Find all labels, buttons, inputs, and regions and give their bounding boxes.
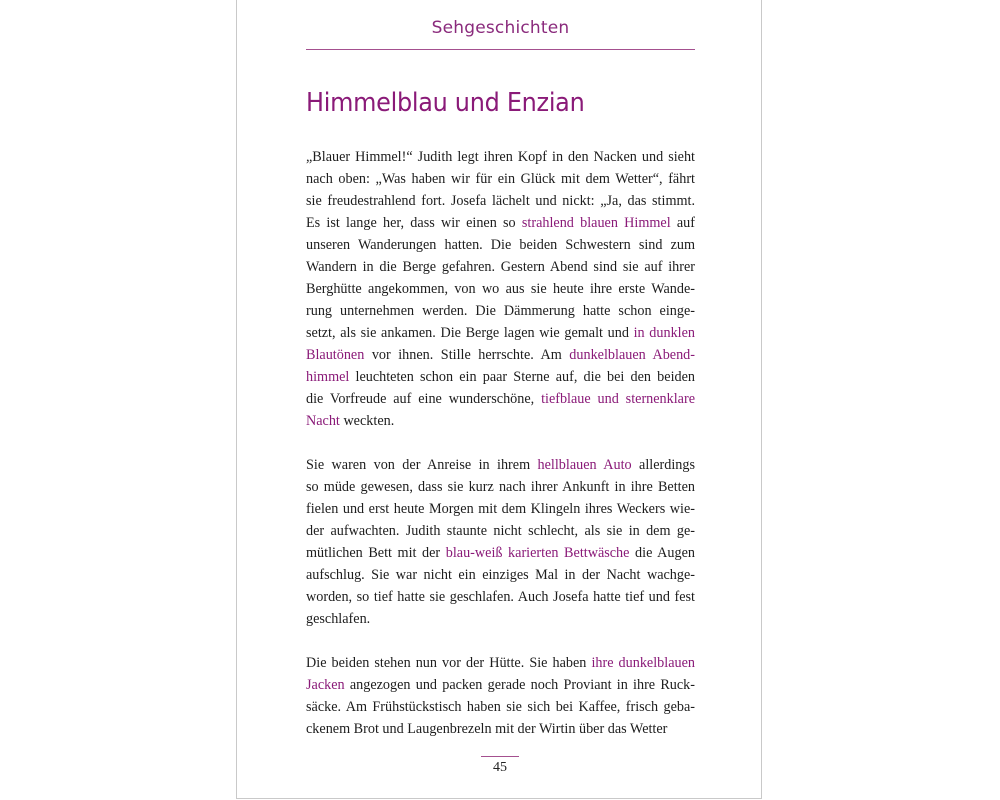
text-line xyxy=(306,564,695,586)
text-line xyxy=(306,652,695,674)
highlighted-phrase: hellblauen Auto xyxy=(537,457,632,473)
highlighted-phrase: blau-weiß karierten Bettwäsche xyxy=(445,545,630,561)
text-run: allerdings xyxy=(631,457,695,473)
text-run: rung unternehmen werden. Die Dämmerung hatte schon einge- xyxy=(306,303,695,319)
paragraph xyxy=(306,454,695,630)
text-run: Sie waren von der Anreise in ihrem xyxy=(306,457,538,473)
book-page xyxy=(236,0,762,799)
highlighted-phrase: Blautönen xyxy=(306,347,365,363)
text-line xyxy=(306,168,695,190)
body-text xyxy=(306,146,695,762)
header-divider xyxy=(306,49,695,50)
paragraph xyxy=(306,146,695,432)
text-line xyxy=(306,234,695,256)
text-run: mütlichen Bett mit der xyxy=(306,545,446,561)
text-line xyxy=(306,454,695,476)
text-run: so müde gewesen, dass sie kurz nach ihrer Ankunft in ihre Betten xyxy=(306,479,695,495)
text-line xyxy=(306,410,695,432)
text-line xyxy=(306,300,695,322)
text-line xyxy=(306,190,695,212)
text-line xyxy=(306,256,695,278)
text-line xyxy=(306,520,695,542)
highlighted-phrase: himmel xyxy=(306,369,350,385)
text-run: sie freudestrahlend fort. Josefa lächelt und nickt: „Ja, das stimmt. xyxy=(306,193,695,209)
text-run: säcke. Am Frühstückstisch haben sie sich bei Kaffee, frisch geba- xyxy=(306,699,695,715)
highlighted-phrase: in dunklen xyxy=(633,325,695,341)
text-line xyxy=(306,278,695,300)
highlighted-phrase: ihre dunkelblauen xyxy=(591,655,695,671)
text-run: der aufwachten. Judith staunte nicht schlecht, als sie in dem ge- xyxy=(306,523,695,539)
footer-divider xyxy=(481,756,519,757)
text-run: ckenem Brot und Laugenbrezeln mit der Wirtin über das Wetter xyxy=(306,721,668,737)
text-run: vor ihnen. Stille herrschte. Am xyxy=(364,347,570,363)
text-line xyxy=(306,608,695,630)
chapter-title: Himmelblau und Enzian xyxy=(306,88,585,118)
text-line xyxy=(306,586,695,608)
highlighted-phrase: Jacken xyxy=(306,677,345,693)
text-run: angezogen und packen gerade noch Proviant in ihre Ruck- xyxy=(344,677,695,693)
text-line xyxy=(306,674,695,696)
text-line xyxy=(306,344,695,366)
text-line xyxy=(306,542,695,564)
text-run: unseren Wanderungen hatten. Die beiden Schwestern sind zum xyxy=(306,237,695,253)
text-run: auf xyxy=(670,215,695,231)
text-run: nach oben: „Was haben wir für ein Glück mit dem Wetter“, fährt xyxy=(306,171,695,187)
text-run: „Blauer Himmel!“ Judith legt ihren Kopf in den Nacken und sieht xyxy=(306,149,695,165)
text-run: die Vorfreude auf eine wunderschöne, xyxy=(306,391,542,407)
text-run: die Augen xyxy=(629,545,695,561)
text-run: fielen und erst heute Morgen mit dem Klingeln ihres Weckers wie- xyxy=(306,501,695,517)
paragraph xyxy=(306,652,695,740)
highlighted-phrase: dunkelblauen Abend- xyxy=(569,347,695,363)
text-line xyxy=(306,718,695,740)
text-run: geschlafen. xyxy=(306,611,371,627)
text-run: Es ist lange her, dass wir einen so xyxy=(306,215,522,231)
text-run: leuchteten schon ein paar Sterne auf, die bei den beiden xyxy=(349,369,695,385)
text-run: worden, so tief hatte sie geschlafen. Auch Josefa hatte tief und fest xyxy=(306,589,695,605)
highlighted-phrase: strahlend blauen Himmel xyxy=(521,215,671,231)
text-run: setzt, als sie ankamen. Die Berge lagen wie gemalt und xyxy=(306,325,634,341)
running-head: Sehgeschichten xyxy=(431,18,570,38)
text-line xyxy=(306,146,695,168)
text-run: weckten. xyxy=(339,413,395,429)
text-run: Wandern in die Berge gefahren. Gestern Abend sind sie auf ihrer xyxy=(306,259,695,275)
text-line xyxy=(306,212,695,234)
page-number: 45 xyxy=(493,760,507,775)
text-run: Berghütte angekommen, von wo aus sie heute ihre erste Wande- xyxy=(306,281,695,297)
text-line xyxy=(306,366,695,388)
text-line xyxy=(306,322,695,344)
highlighted-phrase: tiefblaue und sternenklare xyxy=(541,391,696,407)
text-line xyxy=(306,498,695,520)
text-line xyxy=(306,696,695,718)
text-line xyxy=(306,388,695,410)
text-run: Die beiden stehen nun vor der Hütte. Sie haben xyxy=(306,655,592,671)
highlighted-phrase: Nacht xyxy=(306,413,340,429)
text-run: aufschlug. Sie war nicht ein einziges Mal in der Nacht wachge- xyxy=(306,567,695,583)
text-line xyxy=(306,476,695,498)
